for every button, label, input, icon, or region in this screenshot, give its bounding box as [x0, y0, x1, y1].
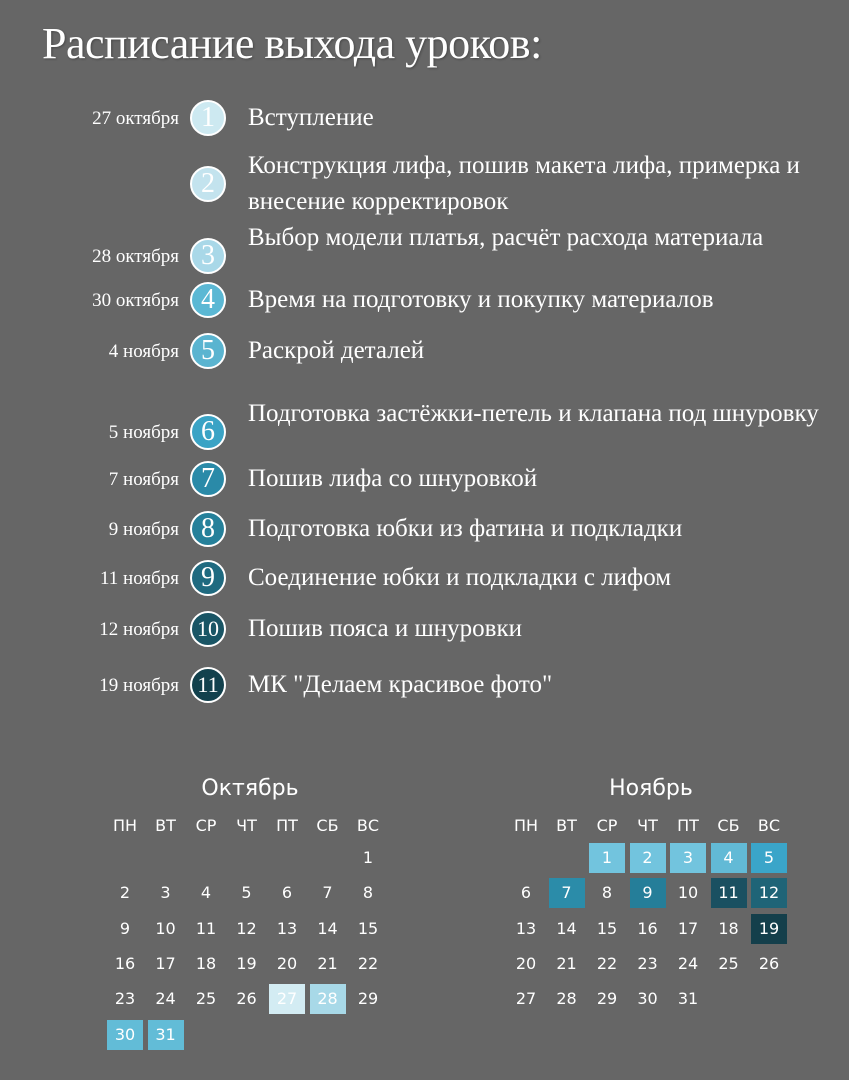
calendar-day: 27 — [269, 984, 305, 1014]
calendar-day: 31 — [148, 1020, 184, 1050]
lesson-number-badge: 2 — [190, 166, 226, 202]
weekday-label: ВС — [757, 816, 781, 835]
calendar-day: 28 — [310, 984, 346, 1014]
calendar-day: 13 — [515, 918, 537, 938]
calendar-month-title: Ноябрь — [609, 776, 693, 801]
weekday-label: СБ — [316, 816, 339, 835]
lesson-date: 27 октября — [92, 108, 179, 129]
calendar-month-title: Октябрь — [201, 776, 299, 801]
lesson-date: 12 ноября — [99, 619, 179, 640]
lesson-date: 11 ноября — [100, 568, 179, 589]
calendar-day: 14 — [317, 918, 338, 938]
calendar-day: 10 — [677, 883, 699, 903]
calendar-day: 17 — [155, 953, 176, 973]
weekday-label: ВТ — [155, 816, 176, 835]
calendar-day: 13 — [276, 918, 298, 938]
lesson-date: 28 октября — [92, 246, 179, 267]
calendar-day: 21 — [317, 953, 338, 973]
weekday-label: СР — [596, 816, 618, 835]
calendar-day: 10 — [155, 918, 176, 938]
weekday-label: ПТ — [276, 816, 298, 835]
lesson-number-badge: 7 — [190, 461, 226, 497]
calendar-day: 12 — [236, 918, 257, 938]
calendar-day: 23 — [637, 953, 658, 973]
calendar-day: 19 — [236, 953, 257, 973]
calendar-day: 11 — [195, 918, 217, 938]
calendar-day: 9 — [119, 918, 131, 938]
calendar-day: 20 — [276, 953, 298, 973]
calendar-day: 7 — [549, 878, 585, 908]
lesson-date: 19 ноября — [99, 675, 179, 696]
calendar-day: 27 — [515, 989, 537, 1009]
weekday-label: ВТ — [556, 816, 577, 835]
lesson-number-badge: 6 — [190, 414, 226, 450]
page-title: Расписание выхода уроков: — [42, 19, 542, 68]
calendar-day: 24 — [677, 953, 699, 973]
lesson-date: 4 ноября — [108, 341, 179, 362]
calendar-day: 9 — [630, 878, 666, 908]
lesson-title: Подготовка юбки из фатина и подкладки — [248, 515, 683, 542]
calendar-day: 5 — [751, 843, 787, 873]
weekday-label: ВС — [356, 816, 380, 835]
calendar-day: 18 — [195, 953, 217, 973]
lesson-title: Соединение юбки и подкладки с лифом — [248, 564, 672, 591]
calendar-day: 23 — [114, 989, 136, 1009]
calendar-day: 5 — [241, 883, 252, 903]
calendar-day: 21 — [556, 953, 577, 973]
calendar-day: 4 — [711, 843, 747, 873]
lesson-number-badge: 9 — [190, 560, 226, 596]
calendar-day: 15 — [596, 918, 618, 938]
calendar-day: 30 — [107, 1020, 143, 1050]
calendar-day: 22 — [596, 953, 618, 973]
calendar-day: 8 — [601, 883, 613, 903]
lesson-title: Пошив пояса и шнуровки — [248, 615, 522, 642]
lesson-title: Время на подготовку и покупку материалов — [248, 286, 714, 313]
calendar-day: 2 — [630, 843, 666, 873]
lesson-title: Выбор модели платья, расчёт расхода материала — [248, 224, 764, 251]
calendar-day: 24 — [155, 989, 176, 1009]
lesson-title: Конструкция лифа, пошив макета лифа, примерка и внесение корректировок — [248, 152, 800, 215]
lesson-date: 5 ноября — [108, 422, 179, 443]
calendar-day: 4 — [200, 883, 212, 903]
lesson-date: 9 ноября — [108, 519, 179, 540]
calendar-day: 11 — [711, 878, 747, 908]
lesson-number-badge: 8 — [190, 511, 226, 547]
calendar-day: 22 — [357, 953, 379, 973]
calendar-day: 7 — [322, 883, 333, 903]
calendar-day: 17 — [677, 918, 699, 938]
calendar-day: 16 — [114, 953, 136, 973]
lesson-title: Подготовка застёжки-петель и клапана под шнуровку — [248, 400, 819, 427]
calendar-day: 18 — [718, 918, 739, 938]
lesson-number-badge: 11 — [190, 667, 226, 703]
weekday-label: СБ — [717, 816, 740, 835]
calendar-day: 1 — [362, 848, 374, 867]
calendar-day: 29 — [357, 989, 379, 1009]
lesson-number-badge: 5 — [190, 333, 226, 369]
calendar-day: 26 — [236, 989, 257, 1009]
calendar-day: 6 — [520, 883, 532, 903]
calendar-day: 28 — [556, 989, 577, 1009]
lesson-date: 7 ноября — [108, 469, 179, 490]
calendar-day: 15 — [357, 918, 379, 938]
lesson-number-badge: 4 — [190, 282, 226, 318]
lesson-title: МК "Делаем красивое фото" — [248, 671, 553, 698]
lesson-number-badge: 1 — [190, 100, 226, 136]
calendar-day: 25 — [195, 989, 217, 1009]
calendar-day: 12 — [751, 878, 787, 908]
weekday-label: ПТ — [677, 816, 699, 835]
lesson-title: Раскрой деталей — [248, 337, 425, 364]
calendar-day: 6 — [281, 883, 293, 903]
lesson-title: Вступление — [248, 104, 374, 131]
lesson-number-badge: 3 — [190, 238, 226, 274]
weekday-label: ПН — [112, 816, 138, 835]
weekday-label: ЧТ — [236, 816, 257, 835]
calendar-day: 20 — [515, 953, 537, 973]
lesson-title: Пошив лифа со шнуровкой — [248, 465, 538, 492]
lesson-number-badge: 10 — [190, 611, 226, 647]
calendar-day: 31 — [677, 989, 699, 1009]
calendar-day: 19 — [751, 914, 787, 944]
weekday-label: ЧТ — [637, 816, 658, 835]
calendar-day: 26 — [758, 953, 780, 973]
calendar-day: 29 — [596, 989, 618, 1009]
weekday-label: ПН — [513, 816, 539, 835]
weekday-label: СР — [195, 816, 217, 835]
calendar-day: 16 — [637, 918, 658, 938]
calendar-day: 14 — [556, 918, 577, 938]
lesson-date: 30 октября — [92, 290, 179, 311]
calendar-day: 3 — [670, 843, 706, 873]
calendar-day: 25 — [718, 953, 739, 973]
calendar-day: 1 — [589, 843, 625, 873]
calendar-day: 30 — [637, 989, 658, 1009]
calendar-day: 2 — [119, 883, 131, 903]
calendar-day: 3 — [160, 883, 171, 903]
calendar-day: 8 — [362, 883, 374, 903]
